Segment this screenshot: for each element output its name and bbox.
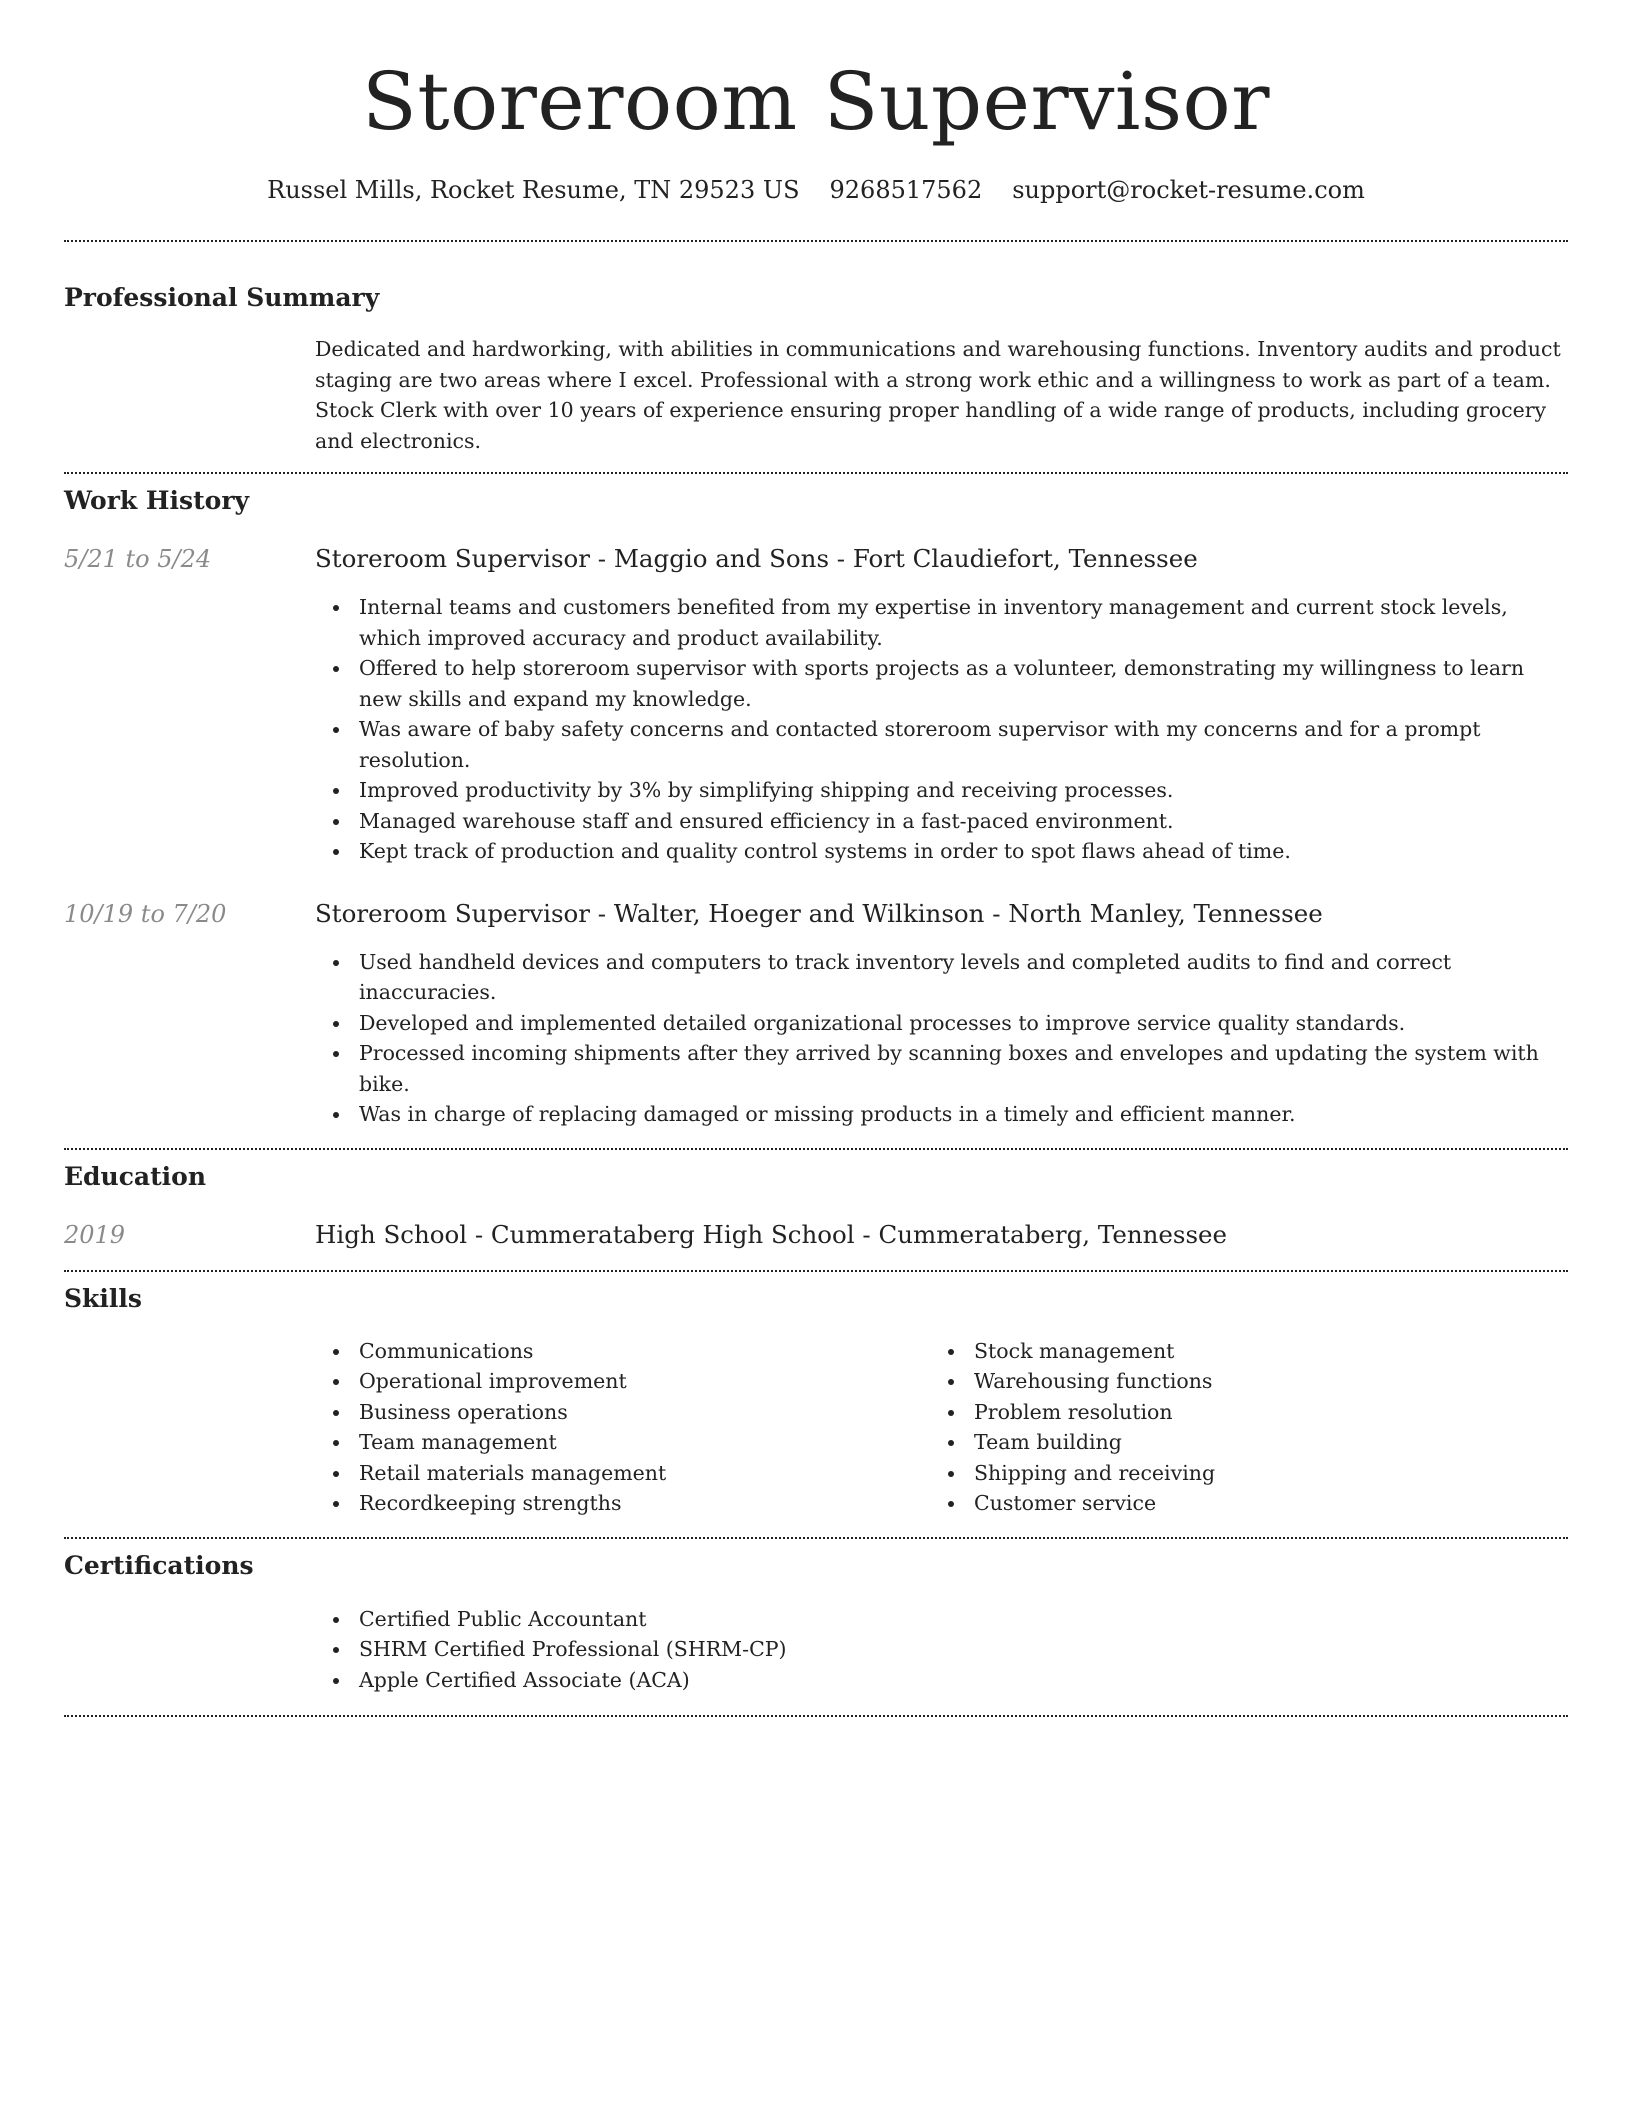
skill-item: Stock management (930, 1336, 1545, 1367)
contact-line (64, 174, 1568, 206)
job-bullet: Offered to help storeroom supervisor with sports projects as a volunteer, demonstrating my willingness to learn new skills and expand my knowledge. (315, 653, 1568, 714)
skill-item: Team building (930, 1427, 1545, 1458)
skill-item: Warehousing functions (930, 1366, 1545, 1397)
job-bullet: Was in charge of replacing damaged or missing products in a timely and efficient manner. (315, 1099, 1568, 1130)
contact-address: Russel Mills, Rocket Resume, TN 29523 US (267, 176, 800, 204)
job-entry (64, 543, 1568, 867)
skills-columns (315, 1336, 1568, 1519)
candidate-name: Storeroom Supervisor (362, 55, 1270, 148)
job-bullets (315, 947, 1568, 1130)
professional-summary-section (64, 282, 1568, 456)
skill-item: Customer service (930, 1488, 1545, 1519)
job-bullet: Improved productivity by 3% by simplifying shipping and receiving processes. (315, 775, 1568, 806)
section-divider (64, 240, 1568, 242)
job-heading: Storeroom Supervisor - Walter, Hoeger and Wilkinson - North Manley, Tennessee (315, 898, 1323, 928)
skills-list-left (315, 1336, 930, 1519)
job-bullet: Developed and implemented detailed organizational processes to improve service quality standards. (315, 1008, 1568, 1039)
education-section (64, 1161, 1568, 1251)
job-heading: Storeroom Supervisor - Maggio and Sons - Fort Claudiefort, Tennessee (315, 544, 1198, 573)
job-dates: 5/21 to 5/24 (64, 545, 212, 573)
education-year: 2019 (64, 1220, 126, 1249)
section-title-work: Work History (64, 486, 250, 515)
education-entry (64, 1219, 1568, 1251)
job-bullet: Kept track of production and quality control systems in order to spot flaws ahead of time. (315, 836, 1568, 867)
skill-item: Team management (315, 1427, 930, 1458)
job-dates: 10/19 to 7/20 (64, 899, 227, 928)
job-bullet: Internal teams and customers benefited from my expertise in inventory management and current stock levels, which improved accuracy and product availability. (315, 592, 1568, 653)
certification-item: SHRM Certified Professional (SHRM-CP) (315, 1634, 1568, 1665)
education-heading: High School - Cummerataberg High School - Cummerataberg, Tennessee (315, 1219, 1228, 1249)
summary-text: Dedicated and hardworking, with abilities in communications and warehousing functions. Inventory audits and product staging are two areas where I excel. Professional with a strong work ethic and a willingness to work as part of a team. Stock Clerk with over 10 years of experience ensuring proper handling of a wide range of products, including grocery and electronics. (315, 337, 1561, 453)
section-title-education: Education (64, 1161, 207, 1191)
skill-item: Problem resolution (930, 1397, 1545, 1428)
section-divider (64, 1148, 1568, 1150)
section-title-summary: Professional Summary (64, 283, 380, 312)
skill-item: Recordkeeping strengths (315, 1488, 930, 1519)
job-entry (64, 898, 1568, 1130)
skill-item: Shipping and receiving (930, 1458, 1545, 1489)
section-divider (64, 1537, 1568, 1539)
section-title-skills: Skills (64, 1283, 142, 1313)
skill-item: Retail materials management (315, 1458, 930, 1489)
skills-section (64, 1283, 1568, 1519)
job-bullet: Processed incoming shipments after they arrived by scanning boxes and envelopes and updating the system with bike. (315, 1038, 1568, 1099)
certification-item: Apple Certified Associate (ACA) (315, 1665, 1568, 1696)
certifications-list (315, 1604, 1568, 1696)
section-title-certifications: Certifications (64, 1550, 254, 1580)
job-bullet: Used handheld devices and computers to track inventory levels and completed audits to find and correct inaccuracies. (315, 947, 1568, 1008)
job-bullets (315, 592, 1568, 867)
contact-phone: 9268517562 (829, 176, 983, 204)
certification-item: Certified Public Accountant (315, 1604, 1568, 1635)
skill-item: Communications (315, 1336, 930, 1367)
job-bullet: Was aware of baby safety concerns and contacted storeroom supervisor with my concerns and for a prompt resolution. (315, 714, 1568, 775)
skill-item: Operational improvement (315, 1366, 930, 1397)
section-divider (64, 1715, 1568, 1717)
section-divider (64, 472, 1568, 474)
certifications-section (64, 1550, 1568, 1696)
job-bullet: Managed warehouse staff and ensured efficiency in a fast-paced environment. (315, 806, 1568, 837)
contact-email: support@rocket-resume.com (1012, 176, 1365, 204)
resume-page (64, 0, 1568, 1717)
work-history-section (64, 485, 1568, 1130)
skills-list-right (930, 1336, 1545, 1519)
skill-item: Business operations (315, 1397, 930, 1428)
section-divider (64, 1270, 1568, 1272)
